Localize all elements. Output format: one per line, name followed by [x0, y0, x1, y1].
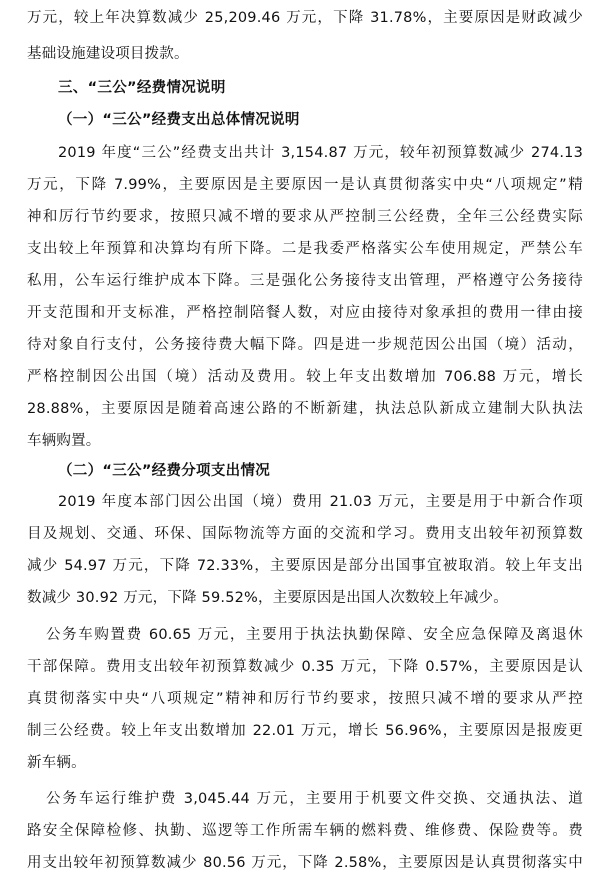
paragraph-line: 目及规划、交通、环保、国际物流等方面的交流和学习。费用支出较年初预算数	[27, 526, 583, 542]
paragraph-line: 车辆购置。	[27, 433, 101, 449]
paragraph-line: 开支范围和开支标准，严格控制陪餐人数，对应由接待对象承担的费用一律由接	[27, 305, 583, 321]
paragraph-line: 用支出较年初预算数减少 80.56 万元，下降 2.58%，主要原因是认真贯彻落实中	[27, 855, 583, 871]
paragraph-line: 2019 年度“三公”经费支出共计 3,154.87 万元，较年初预算数减少 274.13	[58, 145, 583, 161]
paragraph-line: 路安全保障检修、执勤、巡逻等工作所需车辆的燃料费、维修费、保险费等。费	[27, 823, 583, 839]
paragraph-line: 2019 年度本部门因公出国（境）费用 21.03 万元，主要是用于中新合作项	[58, 494, 583, 510]
paragraph-line: 公务车运行维护费 3,045.44 万元，主要用于机要文件交换、交通执法、道	[46, 791, 583, 807]
paragraph-line: 基础设施建设项目拨款。	[27, 46, 189, 62]
paragraph-line: 支出较上年预算和决算均有所下降。二是我委严格落实公车使用规定，严禁公车	[27, 241, 583, 257]
paragraph-line: 待对象自行支付，公务接待费大幅下降。四是进一步规范因公出国（境）活动，	[27, 337, 583, 353]
paragraph-line: 减少 54.97 万元，下降 72.33%，主要原因是部分出国事宜被取消。较上年支出	[27, 558, 583, 574]
section-heading-three-public: 三、“三公”经费情况说明	[58, 80, 226, 96]
paragraph-line: 新车辆。	[27, 755, 86, 771]
paragraph-line: 万元，下降 7.99%，主要原因是主要原因一是认真贯彻落实中央“八项规定”精	[27, 177, 583, 193]
subsection-heading-itemized: （二）“三公”经费分项支出情况	[58, 463, 271, 479]
paragraph-line: 干部保障。费用支出较年初预算数减少 0.35 万元，下降 0.57%，主要原因是认	[27, 659, 583, 675]
paragraph-line: 严格控制因公出国（境）活动及费用。较上年支出数增加 706.88 万元，增长	[27, 369, 583, 385]
paragraph-line: 制三公经费。较上年支出数增加 22.01 万元，增长 56.96%，主要原因是报废更	[27, 723, 583, 739]
paragraph-line: 神和厉行节约要求，按照只减不增的要求从严控制三公经费，全年三公经费实际	[27, 209, 583, 225]
subsection-heading-overall: （一）“三公”经费支出总体情况说明	[58, 112, 300, 128]
paragraph-line: 真贯彻落实中央“八项规定”精神和厉行节约要求，按照只减不增的要求从严控	[27, 691, 583, 707]
paragraph-line: 数减少 30.92 万元，下降 59.52%，主要原因是出国人次数较上年减少。	[27, 590, 508, 606]
paragraph-line: 万元，较上年决算数减少 25,209.46 万元，下降 31.78%，主要原因是财政减少	[27, 10, 583, 26]
paragraph-line: 28.88%，主要原因是随着高速公路的不断新建，执法总队新成立建制大队执法	[27, 401, 583, 417]
paragraph-line: 公务车购置费 60.65 万元，主要用于执法执勤保障、安全应急保障及离退休	[46, 627, 583, 643]
paragraph-line: 私用，公车运行维护成本下降。三是强化公务接待支出管理，严格遵守公务接待	[27, 273, 583, 289]
